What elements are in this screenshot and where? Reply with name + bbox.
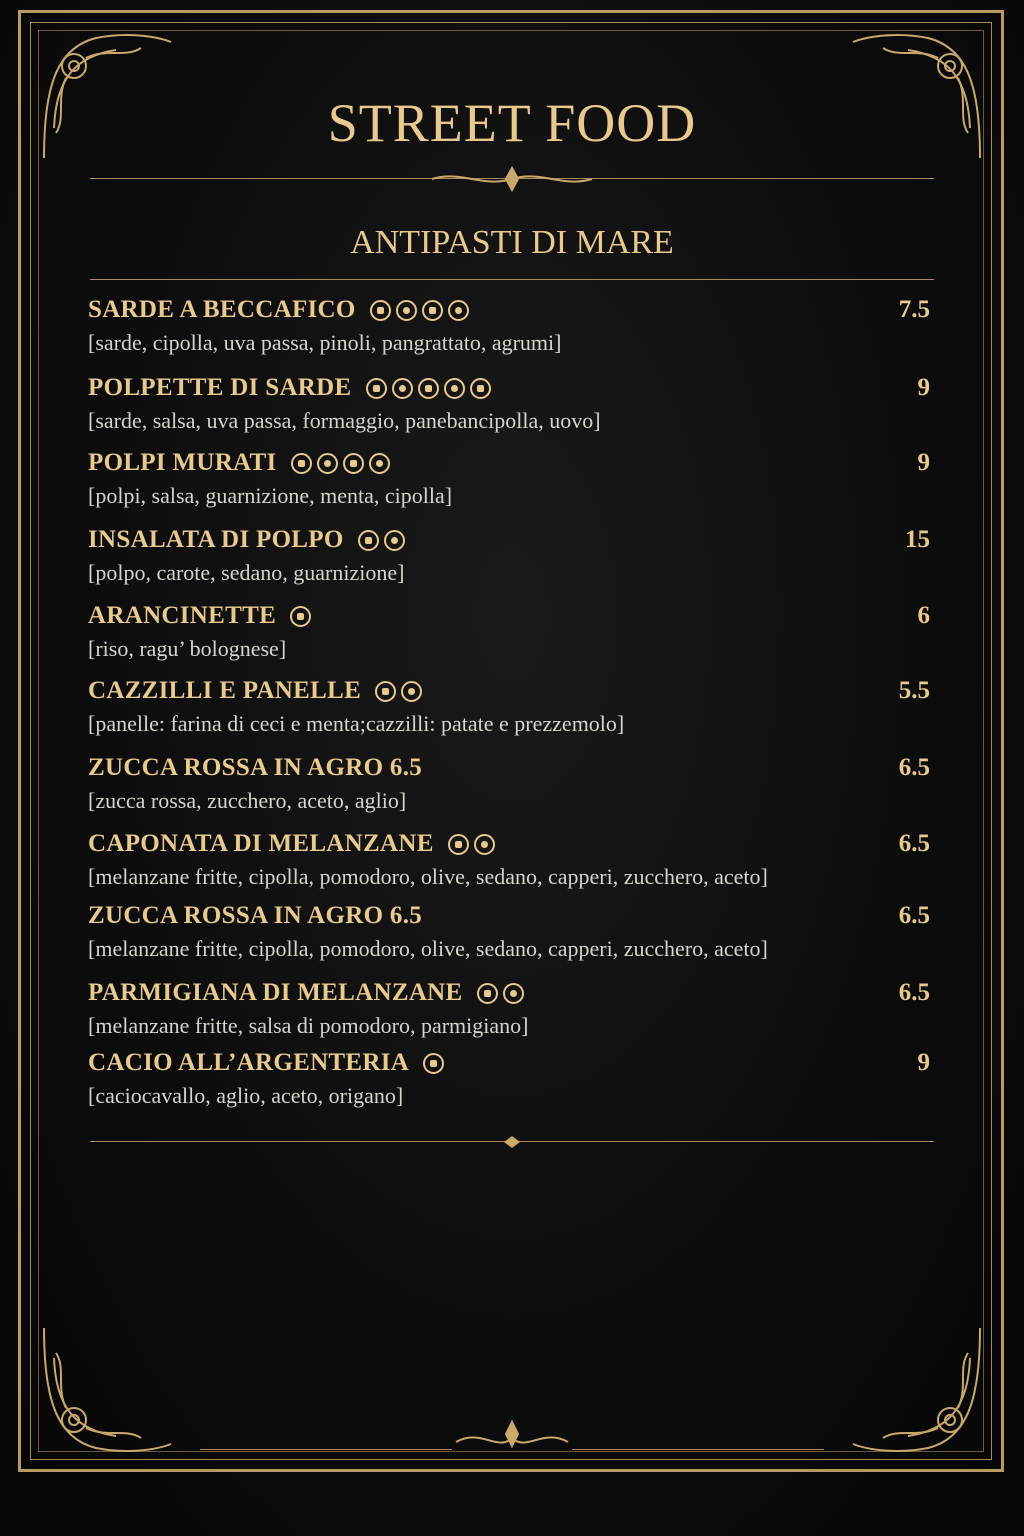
menu-item-description: [polpo, carote, sedano, guarnizione] [88,560,405,585]
menu-item-price: 7.5 [898,296,930,323]
menu-item-description: [melanzane fritte, cipolla, pomodoro, olive, sedano, capperi, zucchero, aceto] [88,936,768,961]
page-title: STREET FOOD [327,93,697,153]
gluten-icon [370,300,391,321]
allergen-icons [290,606,316,627]
menu-item [88,374,930,434]
nuts-icon [470,378,491,399]
menu-item-price: 9 [917,1049,930,1076]
menu-item-name: INSALATA DI POLPO [88,526,344,553]
menu-item-header [88,754,930,788]
menu-item-name: POLPI MURATI [88,449,277,476]
menu-item-name: POLPETTE DI SARDE [88,374,352,401]
menu-item-name: CAPONATA DI MELANZANE [88,830,434,857]
menu-item-price: 6.5 [898,979,930,1006]
menu-item-description: [sarde, salsa, uva passa, formaggio, panebancipolla, uovo] [88,408,601,433]
allergen-icons [477,983,529,1004]
section-title: ANTIPASTI DI MARE [350,224,674,261]
menu-item-price: 6.5 [898,754,930,781]
menu-item-header [88,449,930,483]
menu-item-header [88,979,930,1013]
dairy-icon [444,378,465,399]
diamond-icon [498,1134,526,1150]
menu-item-description: [sarde, cipolla, uva passa, pinoli, pangrattato, agrumi] [88,330,562,355]
dairy-icon [477,983,498,1004]
allergen-icons [375,681,427,702]
menu-item-header [88,830,930,864]
divider [200,1449,452,1450]
menu-item-price: 15 [905,526,930,553]
allergen-icons [358,530,410,551]
gluten-icon [290,606,311,627]
celery-icon [317,453,338,474]
allergen-icons [423,1053,449,1074]
lupin-icon [401,681,422,702]
menu-item [88,449,930,509]
menu-item-header [88,602,930,636]
divider [572,1449,824,1450]
bottom-flourish-icon [452,1418,572,1458]
allergen-icons [366,378,496,399]
mollusc-icon [291,453,312,474]
celery-icon [358,530,379,551]
menu-item-header [88,296,930,330]
menu-item-description: [panelle: farina di ceci e menta;cazzilli: patate e prezzemolo] [88,711,625,736]
menu-item-price: 9 [917,374,930,401]
menu-item [88,754,930,814]
gluten-icon [392,378,413,399]
menu-item [88,1049,930,1109]
allergen-icons [448,834,500,855]
menu-item-name: CAZZILLI E PANELLE [88,677,362,704]
menu-item-header [88,526,930,560]
menu-item-price: 9 [917,449,930,476]
menu-item [88,296,930,356]
menu-item-description: [melanzane fritte, cipolla, pomodoro, olive, sedano, capperi, zucchero, aceto] [88,864,768,889]
nuts-icon [448,300,469,321]
menu-item [88,677,930,737]
menu-item-name: ZUCCA ROSSA IN AGRO 6.5 [88,902,423,929]
dairy-icon [423,1053,444,1074]
corner-ornament-icon [848,1318,988,1458]
fish-icon [396,300,417,321]
menu-item [88,830,930,890]
dairy-icon [422,300,443,321]
divider [90,279,934,280]
menu-item-description: [melanzane fritte, salsa di pomodoro, parmigiano] [88,1013,529,1038]
menu-item-name: SARDE A BECCAFICO [88,296,356,323]
menu-item [88,602,930,662]
allergen-icons [291,453,395,474]
menu-item-description: [zucca rossa, zucchero, aceto, aglio] [88,788,407,813]
menu-item-name: CACIO ALL’ARGENTERIA [88,1049,410,1076]
nuts-icon [369,453,390,474]
dairy-icon [375,681,396,702]
allergen-icons [370,300,474,321]
sulphite-icon [474,834,495,855]
menu-item [88,902,930,962]
menu-item-price: 6 [917,602,930,629]
corner-ornament-icon [36,1318,176,1458]
fish-icon [418,378,439,399]
mollusc-icon [384,530,405,551]
menu-item-name: ARANCINETTE [88,602,277,629]
menu-item-description: [riso, ragu’ bolognese] [88,636,287,661]
egg-icon [366,378,387,399]
menu-item-price: 6.5 [898,830,930,857]
menu-item-name: ZUCCA ROSSA IN AGRO 6.5 [88,754,423,781]
celery-icon [448,834,469,855]
lupin-icon [503,983,524,1004]
dairy-icon [343,453,364,474]
menu-item-description: [caciocavallo, aglio, aceto, origano] [88,1083,404,1108]
menu-item-header [88,902,930,936]
menu-item [88,526,930,586]
flourish-icon [422,166,602,192]
menu-item-header [88,374,930,408]
menu-item-description: [polpi, salsa, guarnizione, menta, cipolla] [88,483,453,508]
menu-item-price: 5.5 [898,677,930,704]
menu-item [88,979,930,1039]
menu-item-header [88,1049,930,1083]
menu-item-name: PARMIGIANA DI MELANZANE [88,979,463,1006]
menu-item-price: 6.5 [898,902,930,929]
menu-item-header [88,677,930,711]
